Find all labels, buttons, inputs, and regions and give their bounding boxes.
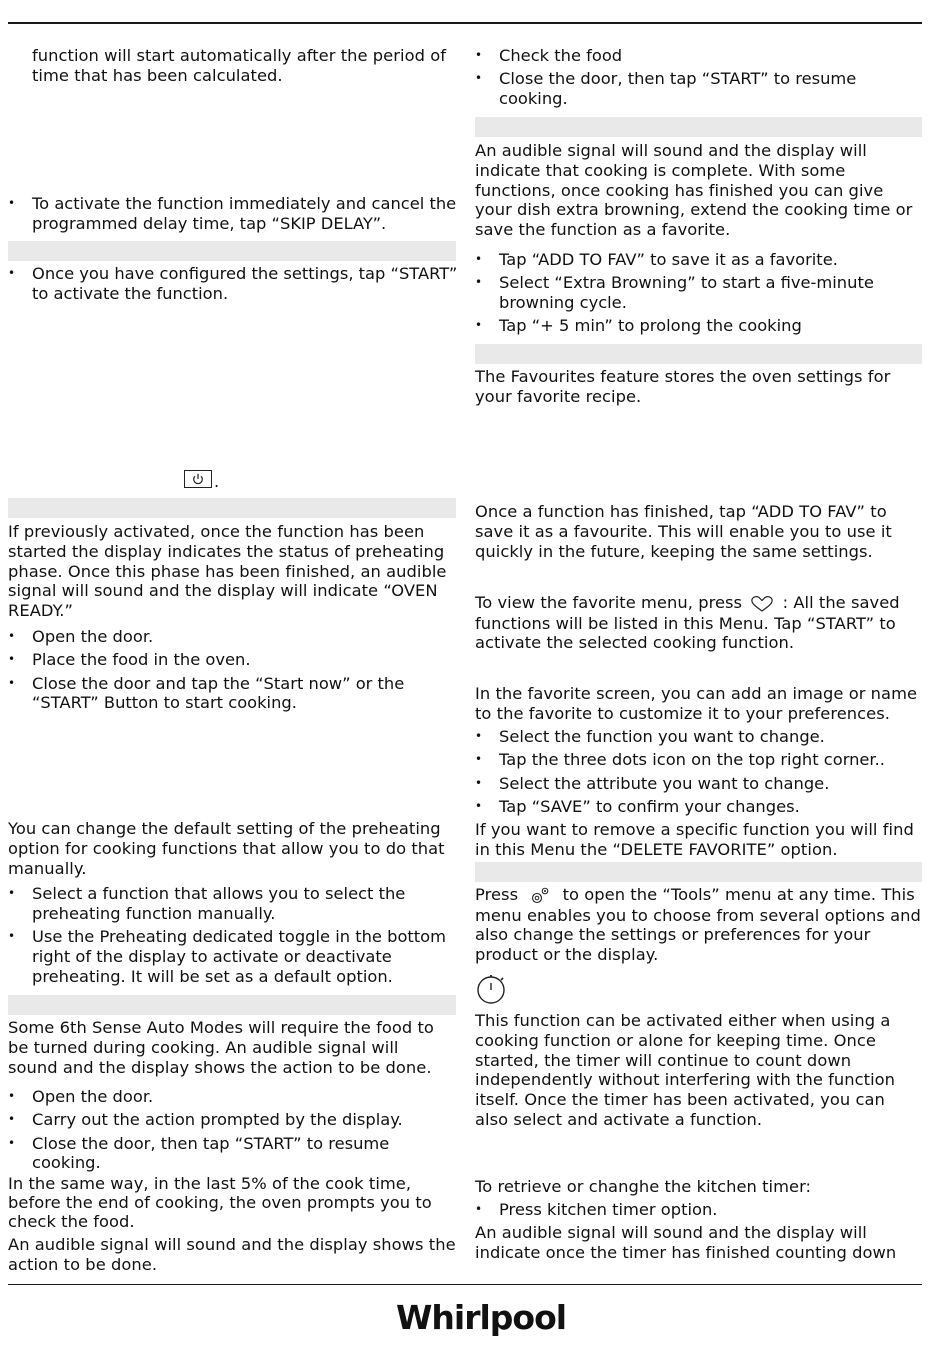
left-paragraph-audible: An audible signal will sound and the display shows the action to be done. bbox=[8, 1235, 456, 1274]
section-header-bar bbox=[8, 995, 456, 1015]
list-item: • Select the function you want to change. bbox=[475, 727, 923, 747]
left-paragraph-turn-food: Some 6th Sense Auto Modes will require the food to be turned during cooking. An audible signal will sound and the display shows the action to be done. bbox=[8, 1018, 434, 1077]
heart-icon bbox=[747, 594, 777, 614]
right-list-after-cooking bbox=[475, 250, 923, 340]
left-list-preheat-steps bbox=[8, 627, 463, 717]
left-list-start bbox=[8, 264, 463, 307]
section-header-bar bbox=[8, 498, 456, 518]
right-paragraph-view-fav bbox=[475, 593, 923, 653]
section-header-bar bbox=[475, 862, 922, 882]
list-item: • Tap the three dots icon on the top right corner.. bbox=[475, 750, 923, 770]
list-item: • Tap “SAVE” to confirm your changes. bbox=[475, 797, 923, 817]
timer-icon bbox=[475, 972, 509, 1006]
right-list-timer bbox=[475, 1200, 923, 1223]
right-paragraph-fav-screen: In the favorite screen, you can add an image or name to the favorite to customize it to your preferences. bbox=[475, 684, 918, 723]
tools-icon bbox=[523, 886, 557, 906]
list-item: • To activate the function immediately and cancel the programmed delay time, tap “SKIP DELAY”. bbox=[8, 194, 463, 234]
list-item: • Tap “ADD TO FAV” to save it as a favorite. bbox=[475, 250, 923, 270]
list-item: • Place the food in the oven. bbox=[8, 650, 463, 670]
left-paragraph-delay: function will start automatically after the period of time that has been calculated. bbox=[32, 46, 446, 85]
right-paragraph-delete-fav: If you want to remove a specific function you will find in this Menu the “DELETE FAVORITE” option. bbox=[475, 820, 914, 859]
list-item: • Select the attribute you want to change. bbox=[475, 774, 923, 794]
right-paragraph-favourites: The Favourites feature stores the oven settings for your favorite recipe. bbox=[475, 367, 891, 406]
right-paragraph-retrieve: To retrieve or changhe the kitchen timer: bbox=[475, 1177, 812, 1196]
left-list-turn-steps bbox=[8, 1087, 463, 1177]
list-item: • Select “Extra Browning” to start a five-minute browning cycle. bbox=[475, 273, 923, 313]
left-list-skip-delay bbox=[8, 194, 463, 237]
list-item: • Carry out the action prompted by the display. bbox=[8, 1110, 463, 1130]
bottom-rule bbox=[8, 1284, 922, 1285]
right-paragraph-tools bbox=[475, 885, 923, 965]
list-item: • Use the Preheating dedicated toggle in the bottom right of the display to activate or deactivate preheating. It will be set as a default option. bbox=[8, 927, 463, 986]
list-item: • Open the door. bbox=[8, 627, 463, 647]
section-header-bar bbox=[8, 241, 456, 261]
tools-text-a: Press bbox=[475, 885, 519, 904]
top-rule bbox=[8, 22, 922, 24]
left-paragraph-default-preheat: You can change the default setting of the preheating option for cooking functions that allow you to do that manually. bbox=[8, 819, 445, 878]
list-item: • Once you have configured the settings, tap “START” to activate the function. bbox=[8, 264, 463, 304]
whirlpool-logo: Whirlpool bbox=[396, 1298, 567, 1337]
list-item: • Close the door and tap the “Start now” or the “START” Button to start cooking. bbox=[8, 674, 463, 714]
list-item: • Tap “+ 5 min” to prolong the cooking bbox=[475, 316, 923, 336]
section-header-bar bbox=[475, 117, 922, 137]
left-list-preheat-options bbox=[8, 884, 463, 990]
right-paragraph-timer: This function can be activated either when using a cooking function or alone for keeping time. Once started, the timer will continue to count down independently without interfering with the function itself. Once the timer has been activated, you can also select and activate a function. bbox=[475, 1011, 896, 1129]
list-item: • Check the food bbox=[475, 46, 923, 66]
power-icon bbox=[184, 470, 212, 488]
list-item: • Close the door, then tap “START” to resume cooking. bbox=[8, 1134, 463, 1174]
view-fav-text-a: To view the favorite menu, press bbox=[475, 593, 743, 612]
list-item: • Press kitchen timer option. bbox=[475, 1200, 923, 1220]
view-fav-text-b: : All the saved functions will be listed in this Menu. Tap “START” to activate the selected cooking function. bbox=[475, 593, 900, 653]
right-paragraph-timer-done: An audible signal will sound and the display will indicate once the timer has finished counting down bbox=[475, 1223, 897, 1262]
left-paragraph-check-food: In the same way, in the last 5% of the cook time, before the end of cooking, the oven prompts you to check the food. bbox=[8, 1174, 432, 1231]
list-item: • Open the door. bbox=[8, 1087, 463, 1107]
power-suffix: . bbox=[214, 472, 220, 491]
section-header-bar bbox=[475, 344, 922, 364]
left-paragraph-preheating: If previously activated, once the function has been started the display indicates the status of preheating phase. Once this phase has been finished, an audible signal will sound and the display will indicate “OVEN READY.” bbox=[8, 522, 447, 621]
list-item: • Select a function that allows you to select the preheating function manually. bbox=[8, 884, 463, 924]
right-paragraph-add-fav: Once a function has finished, tap “ADD TO FAV” to save it as a favourite. This will enable you to use it quickly in the future, keeping the same settings. bbox=[475, 502, 892, 561]
right-paragraph-complete: An audible signal will sound and the display will indicate that cooking is complete. With some functions, once cooking has finished you can give your dish extra browning, extend the cooking time or save the function as a favorite. bbox=[475, 141, 913, 240]
list-item: • Close the door, then tap “START” to resume cooking. bbox=[475, 69, 923, 109]
right-list-fav-steps bbox=[475, 727, 923, 820]
right-list-check bbox=[475, 46, 923, 112]
tools-text-b: to open the “Tools” menu at any time. This menu enables you to choose from several options and also change the settings or preferences for your product or the display. bbox=[475, 885, 921, 965]
